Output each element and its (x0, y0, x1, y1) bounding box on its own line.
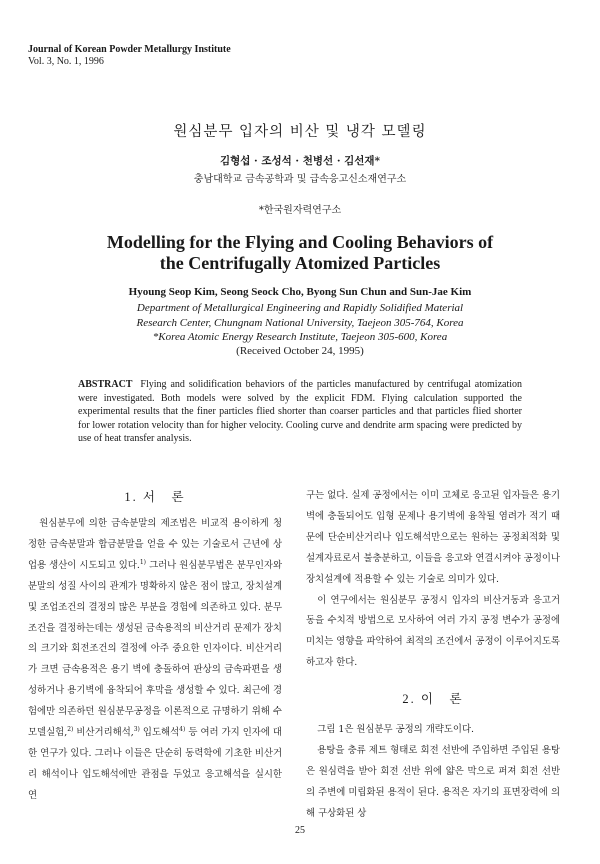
title-english-line1: Modelling for the Flying and Cooling Behaviors of (106, 232, 494, 252)
left-column (28, 486, 282, 807)
affiliation-korean: 충남대학교 금속공학과 및 급속응고신소재연구소 (193, 174, 407, 185)
section2-paragraph-2: 용탕을 충류 제트 형태로 회전 선반에 주입하면 주입된 용탕은 원심력을 받아 회전 선반 위에 얇은 막으로 퍼져 회전 선반의 주변에 미립화된 용적이 된다. 용적은 자기의 표면장력에 의해 구상화된 상 (306, 745, 560, 819)
section1-text-b: 그러나 원심분무법은 분무인자와 분말의 성질 사이의 관계가 명확하지 않은 점이 많고, 장치설계 및 조업조건의 결정의 많은 부분을 경험에 의존하고 있다. 분무조건을 결정하는데는 생성된 금속용적의 비산거리 문제가 장치의 크기와 회전조건의 결정에 아주 중요한 인자이다. 비산거리가 크면 금속용적은 용기 벽에 충돌하여 판상의 금속파편을 생성하거나 용기벽에 융착되어 후막을 생성할 수 있다. 최근에 경험에만 의존하던 원심분무공정을 이론적으로 규명하기 위해 수모델실험, (28, 559, 283, 739)
received-date: (Received October 24, 1995) (236, 345, 364, 357)
affiliation-english (0, 301, 600, 345)
abstract-label: ABSTRACT (78, 379, 133, 390)
affiliation-english-line1: Department of Metallurgical Engineering and Rapidly Solidified Material (136, 302, 464, 314)
journal-volume: Vol. 3, No. 1, 1996 (28, 56, 104, 67)
title-korean: 원심분무 입자의 비산 및 냉각 모델링 (173, 124, 427, 140)
section2-paragraph-1: 그림 1은 원심분무 공정의 개략도이다. (317, 724, 474, 736)
ref-1: 1) (139, 558, 146, 566)
affiliation-english-line2: Research Center, Chungnam National University, Taejeon 305-764, Korea (136, 316, 464, 329)
abstract-text: Flying and solidification behaviors of the particles manufactured by centrifugal atomization were investigated. Both models were solved by the explicit FDM. Flying calculation supported the experimental results that the finer particles flied shorter than coarser particles and that particles flied shorter for lower rotation velocity than for higher velocity. Cooling curve and dendrite arm spacing were predicted by use of heat transfer analysis. (78, 379, 523, 445)
section1-text-c: 비산거리해석, (73, 727, 134, 739)
ref-4: 4) (179, 725, 186, 733)
section1-text-e: 등 여러 가지 인자에 대한 연구가 있다. 그러나 이들은 단순히 동력학에 기초한 비산거리 해석이나 입도해석에만 관점을 두었고 응고해석을 실시한 연 (28, 727, 282, 801)
journal-header (28, 44, 231, 68)
title-english (0, 232, 600, 274)
title-english-line2: the Centrifugally Atomized Particles (159, 253, 441, 273)
journal-name: Journal of Korean Powder Metallurgy Institute (28, 44, 231, 55)
section2-heading: 2. 이 론 (402, 692, 464, 707)
ref-3: 3) (133, 725, 140, 733)
affiliation2-korean: *한국원자력연구소 (258, 205, 342, 216)
section1-text-a: 원심분무에 의한 금속분말의 제조법은 비교적 용이하게 청정한 금속분말과 합금분말을 얻을 수 있는 기술로서 근년에 상업용 생산이 시도되고 있다. (28, 518, 282, 571)
abstract (78, 378, 522, 446)
section1-text-d: 입도해석 (139, 727, 180, 739)
section1-paragraph (28, 514, 282, 807)
affiliation-english-line3: *Korea Atomic Energy Research Institute, Taejeon 305-600, Korea (152, 331, 448, 343)
page-number: 25 (295, 825, 305, 836)
authors-korean: 김형섭 · 조성석 · 천병선 · 김선재* (219, 155, 381, 167)
section1-heading: 1. 서 론 (124, 490, 186, 504)
right-paragraph-1: 구는 없다. 실제 공정에서는 이미 고체로 응고된 입자들은 용기벽에 충돌되어도 입형 문제나 용기벽에 융착될 염려가 적기 때문에 단순비산거리나 입도해석만으로는 원하는 공정최적화 및 설계자료로서 불충분하고, 이들을 응고와 연결시켜야 공정이나 장치설계에 적용할 수 있는 기술로 의미가 있다. (306, 490, 560, 585)
right-column (306, 486, 560, 825)
ref-2: 2) (67, 725, 74, 733)
authors-english: Hyoung Seop Kim, Seong Seock Cho, Byong Sun Chun and Sun-Jae Kim (128, 286, 472, 298)
right-paragraph-2: 이 연구에서는 원심분무 공정시 입자의 비산거동과 응고거동을 수치적 방법으로 모사하여 여러 가지 공정 변수가 공정에 미치는 영향을 파악하여 최적의 조건에서 공정이 이루어지도록 하고자 한다. (306, 594, 560, 669)
